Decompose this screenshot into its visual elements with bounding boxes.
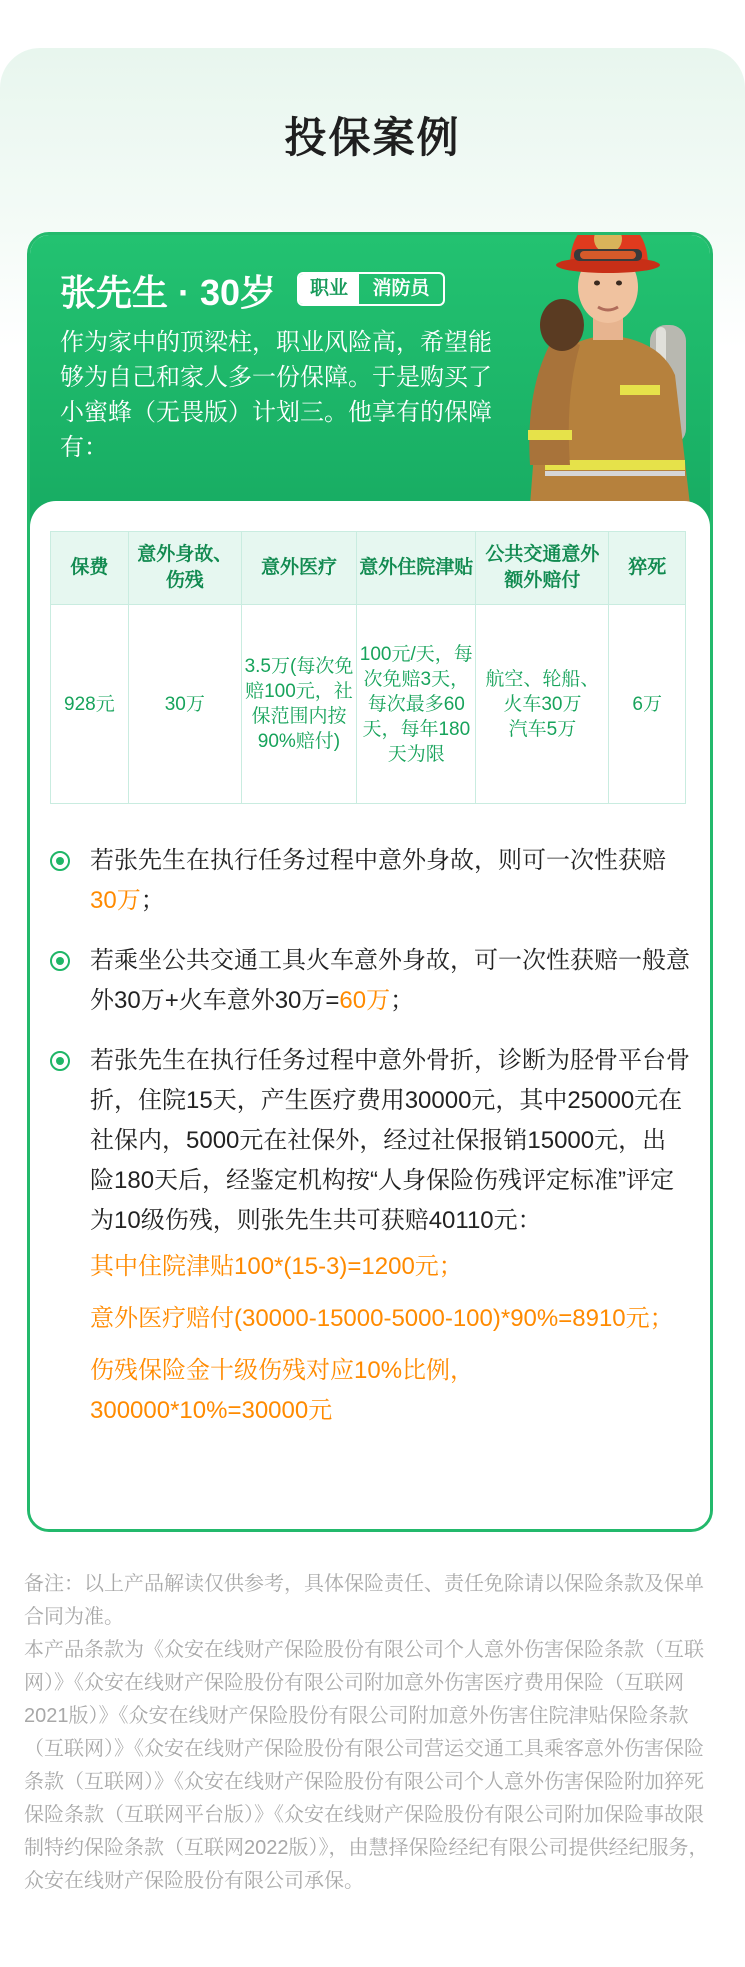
footer-terms: 本产品条款为《众安在线财产保险股份有限公司个人意外伤害保险条款（互联网）》《众安在线财产保险股份有限公司附加意外伤害医疗费用保险（互联网2021版）》《众安在线财产保险股份有限公司附加意外伤害住院津贴保险条款（互联网）》《众安在线财产保险股份有限公司营运交通工具乘客意外伤害保险条款（互联网）》《众安在线财产保险股份有限公司个人意外伤害保险附加猝死保险条款（互联网平台版）》《众安在线财产保险股份有限公司附加保险事故限制特约保险条款（互联网2022版）》，由慧择保险经纪有限公司提供经纪服务，众安在线财产保险股份有限公司承保。 [24,1639,709,1892]
example-item [50,941,690,1021]
footer-note: 备注：以上产品解读仅供参考，具体保险责任、责任免除请以保险条款及保单合同为准。 [24,1573,704,1628]
header-public-transport: 公共交通意外额外赔付 [476,532,609,605]
example-text: 若张先生在执行任务过程中意外骨折，诊断为胫骨平台骨折，住院15天，产生医疗费用30000元，其中25000元在社保内，5000元在社保外，经过社保报销15000元，出险180天后，经鉴定机构按“人身保险伤残评定标准”评定为10级伤残，则张先生共可获赔40110元： [90,1047,690,1234]
cell-public-transport: 航空、轮船、火车30万 汽车5万 [476,605,609,804]
header-hospital-allowance: 意外住院津贴 [357,532,476,605]
example-item [50,1041,690,1431]
job-tag-key: 职业 [299,274,359,304]
example-item [50,841,690,921]
benefits-table [50,531,686,804]
table-row [51,605,686,804]
header-accident-medical: 意外医疗 [241,532,356,605]
bullet-dot-icon [50,1051,70,1071]
calc-hospital-allowance: 其中住院津贴100*(15-3)=1200元； [90,1253,463,1280]
case-examples [50,841,690,1451]
cell-sudden-death: 6万 [609,605,686,804]
firefighter-illustration [500,232,713,505]
cell-premium: 928元 [51,605,129,804]
case-description: 作为家中的顶梁柱，职业风险高，希望能够为自己和家人多一份保障。于是购买了小蜜蜂（无畏版）计划三。他享有的保障有： [60,329,492,461]
content-panel [30,501,710,1532]
cell-accident-death: 30万 [128,605,241,804]
calc-disability: 伤残保险金十级伤残对应10%比例，300000*10%=30000元 [90,1357,475,1424]
example-text: 若张先生在执行任务过程中意外身故，则可一次性获赔30万； [90,847,666,914]
job-tag-value: 消防员 [372,278,430,299]
header-accident-death: 意外身故、伤残 [128,532,241,605]
header-premium: 保费 [51,532,129,605]
case-card [27,232,713,1532]
header-sudden-death: 猝死 [609,532,686,605]
example-text: 若乘坐公共交通工具火车意外身故，可一次性获赔一般意外30万+火车意外30万=60万； [90,947,690,1014]
payout-amount: 60万 [339,987,391,1014]
bullet-dot-icon [50,851,70,871]
payout-amount: 30万 [90,887,141,914]
cell-accident-medical: 3.5万(每次免赔100元，社保范围内按90%赔付) [241,605,356,804]
footer-disclaimer [24,1568,721,1898]
table-header-row [51,532,686,605]
bullet-dot-icon [50,951,70,971]
cell-hospital-allowance: 100元/天，每次免赔3天，每次最多60天，每年180天为限 [357,605,476,804]
case-header [30,235,710,535]
calc-medical: 意外医疗赔付(30000-15000-5000-100)*90%=8910元； [90,1305,674,1332]
page-title: 投保案例 [284,114,461,161]
person-name: 张先生 · 30岁 [60,272,277,313]
job-tag [297,272,445,306]
